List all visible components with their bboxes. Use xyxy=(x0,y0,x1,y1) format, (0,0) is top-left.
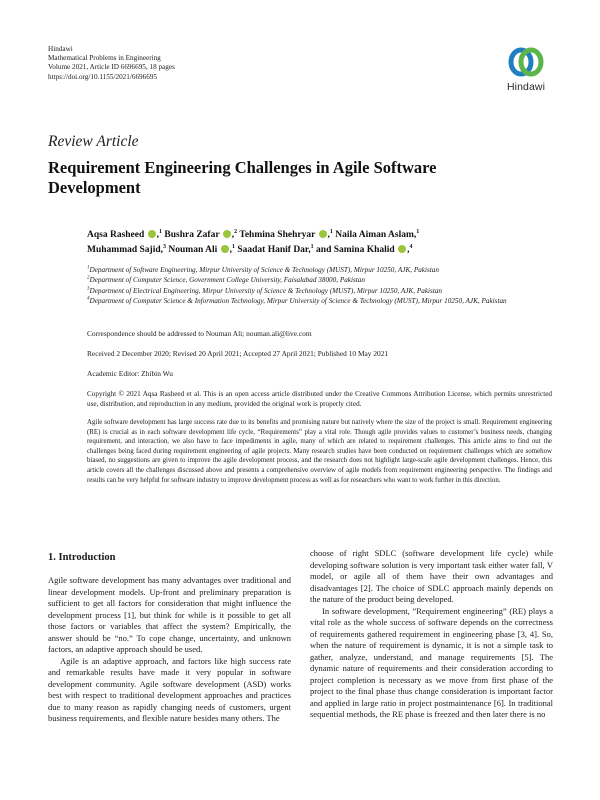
logo-word: Hindawi xyxy=(506,81,546,93)
author-affiliation-mark: 4 xyxy=(409,243,413,250)
author-name: Tehmina Shehryar xyxy=(239,230,316,240)
paper-title: Requirement Engineering Challenges in Agile Software Development xyxy=(48,158,437,197)
section-heading: 1. Introduction xyxy=(48,552,116,563)
affiliation-number: 3 xyxy=(87,286,90,292)
author-name: Nouman Ali xyxy=(168,245,218,255)
affiliation-number: 1 xyxy=(87,265,90,271)
affiliation xyxy=(87,286,557,296)
copyright-notice: Copyright © 2021 Aqsa Rasheed et al. This is an open access article distributed under the Creative Commons Attribution License, which permits unrestricted use, distribution, and reproduction in any medium, provided the original work is properly cited. xyxy=(87,390,552,408)
affiliation-text: Department of Software Engineering, Mirpur University of Science & Technology (MUST), Mirpur 10250, AJK, Pakistan xyxy=(89,266,439,274)
author-affiliation-mark: 1 xyxy=(231,243,235,250)
body-column-right xyxy=(310,548,553,721)
affiliation xyxy=(87,265,557,275)
paragraph: In software development, ”Requirement engineering” (RE) plays a vital role as the whole success of software depends on the correctness of requirements gathered requirement in engineering phase [3, 4]. So, when the nature of requirement is dynamic, it is not a simple task to gather, analyze, understand, and manage requirements [5]. The dynamic nature of requirements and their consideration according to project completion is necessary as we move from first phase of the project to the final phase thus change consideration is important factor and applied in large ratio in project postmaintenance [6]. In traditional sequential methods, the RE phase is freezed and then later there is no xyxy=(310,605,553,719)
author-affiliation-mark: 1 xyxy=(329,228,333,235)
paragraph: Agile is an adaptive approach, and factors like high success rate and remarkable results have made it very popular in software development community. Agile software development (ASD) works best with respect to traditional development approaches and practices due to many reason as rapidly changing needs of customers, urgent business requirements, and flexible nature besides many others. The xyxy=(48,655,291,723)
author: Bushra Zafar ,$^2$ xyxy=(164,228,238,240)
author xyxy=(87,245,166,255)
hindawi-logo-icon xyxy=(507,44,545,80)
paragraph: Agile software development has many advantages over traditional and linear development models. Up-front and preliminary preparation is sufficient to get all factors for consideration that might influence the development process [1], but think for while is it possible to get all those factors or variables that affect the system? Empirically, the answer should be “no.” To cope change, uncertainty, and unknown factors, an adaptive approach should be used. xyxy=(48,575,291,654)
paragraph: choose of right SDLC (software development life cycle) while developing software solution is very important task either water fall, V model, or agile all of them have their own advantages and disadvantages [2]. The choice of SDLC approach mainly depends on the nature of the product being developed. xyxy=(310,548,553,604)
author-list xyxy=(87,228,557,258)
affiliation-list xyxy=(87,265,557,307)
author: Aqsa Rasheed ,$^1$ xyxy=(87,228,163,240)
author-name: and Samina Khalid xyxy=(316,245,395,255)
correspondence: Correspondence should be addressed to Nouman Ali; nouman.ali@live.com xyxy=(87,329,312,338)
volume-line: Volume 2021, Article ID 6696695, 18 pages xyxy=(48,63,175,72)
author-affiliation-mark: 3 xyxy=(163,243,167,250)
author xyxy=(335,230,419,240)
received-dates: Received 2 December 2020; Revised 20 April 2021; Accepted 27 April 2021; Published 10 May 2021 xyxy=(87,349,389,358)
author: Nouman Ali ,$^1$ xyxy=(168,243,235,255)
author: Tehmina Shehryar ,$^1$ xyxy=(239,228,333,240)
orcid-icon[interactable] xyxy=(223,230,231,238)
affiliation xyxy=(87,296,557,306)
orcid-icon[interactable] xyxy=(319,230,327,238)
body-column-left xyxy=(48,575,291,725)
affiliation-number: 4 xyxy=(87,296,90,302)
affiliation-text: Department of Electrical Engineering, Mirpur University of Science & Technology (MUST), Mirpur 10250, AJK, Pakistan xyxy=(89,286,443,295)
academic-editor: Academic Editor: Zhibin Wu xyxy=(87,369,173,378)
affiliation-number: 2 xyxy=(87,276,90,282)
orcid-icon[interactable] xyxy=(398,245,406,253)
author: and Samina Khalid ,$^4$ xyxy=(316,243,413,255)
author-affiliation-mark: 1 xyxy=(159,228,163,235)
author-name: Naila Aiman Aslam, xyxy=(335,230,417,240)
author-name: Muhammad Sajid, xyxy=(87,245,164,255)
author xyxy=(237,245,313,255)
orcid-icon[interactable] xyxy=(221,245,229,253)
publisher-name: Hindawi xyxy=(48,45,73,53)
author-name: Bushra Zafar xyxy=(164,230,220,240)
author-affiliation-mark: 2 xyxy=(234,228,238,235)
doi-link[interactable]: https://doi.org/10.1155/2021/6696695 xyxy=(48,72,158,81)
author-name: Saadat Hanif Dar, xyxy=(237,245,311,255)
hindawi-logo xyxy=(500,44,552,93)
article-type: Review Article xyxy=(48,133,139,150)
affiliation-text: Department of Computer Science & Information Technology, Mirpur University of Science & Technology (MUST), Mirpur 10250, AJK, Pakistan xyxy=(89,297,507,306)
author-name: Aqsa Rasheed xyxy=(87,230,145,240)
affiliation xyxy=(87,275,557,285)
abstract: Agile software development has large success rate due to its benefits and promising nature but natively where the size of the project is small. Requirement engineering (RE) is crucial as in each software development life cycle, “Requirements” play a vital role. Though agile provides values to customer’s business needs, changing requirement, and interaction, we also have to face impediments in agile, many of which are related to requirement challenges. This article aims to find out the challenges being faced during requirement engineering of agile projects. Many research studies have been conducted on requirement challenges which are somehow biased, no suggestions are given to improve the agile development process, and the research does not highlight large-scale agile development challenges. Hence, this article covers all the challenges discussed above and presents a comprehensive overview of agile models from requirement engineering perspective. The findings and results can be very helpful for software industry to improve development process as well as for researchers who want to work further in this direction. xyxy=(87,419,552,484)
affiliation-text: Department of Computer Science, Government College University, Faisalabad 38000, Pakistan xyxy=(89,276,365,285)
author-affiliation-mark: 1 xyxy=(310,243,314,250)
journal-name: Mathematical Problems in Engineering xyxy=(48,54,161,63)
orcid-icon[interactable] xyxy=(148,230,156,238)
author-affiliation-mark: 1 xyxy=(416,228,420,235)
journal-meta xyxy=(48,45,175,82)
